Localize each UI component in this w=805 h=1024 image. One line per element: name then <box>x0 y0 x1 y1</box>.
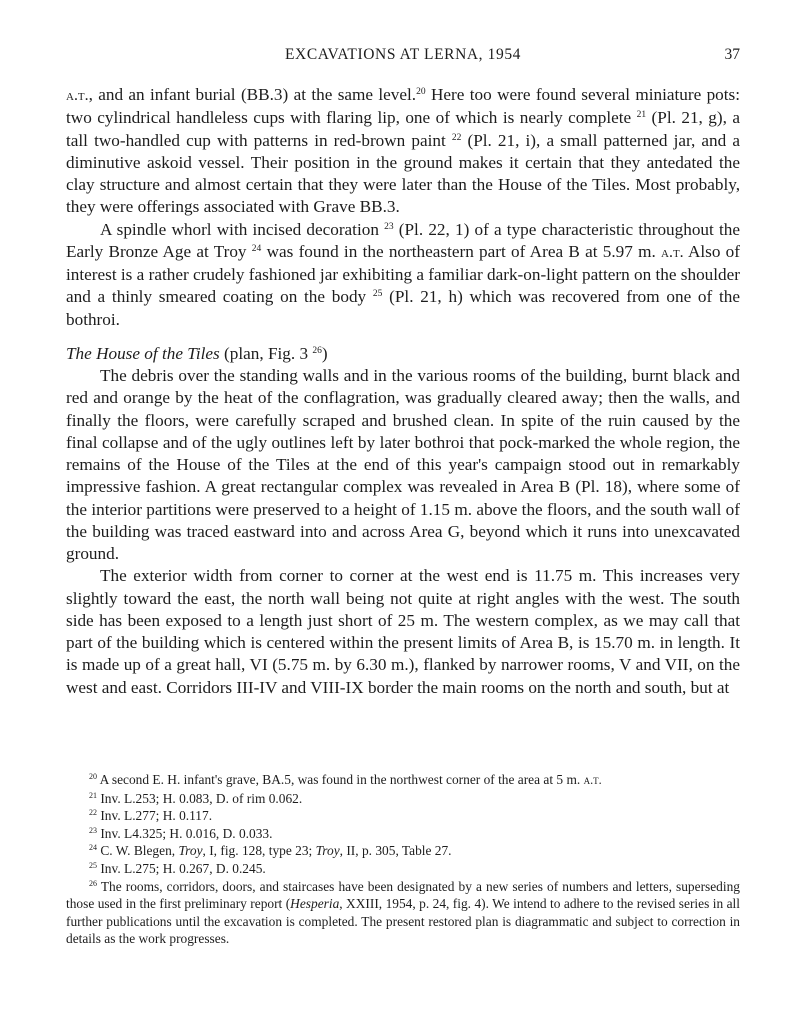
text-run: (Pl. 21, i), a small patterned jar, and a diminutive askoid vessel. Their position in the ground makes it certain that they antedated the clay structure and almost certain that they were later than the House of the Tiles. Most probably, they were offerings associated with Grave BB.3. <box>66 130 740 217</box>
section-heading <box>66 343 740 365</box>
paragraph-4: The exterior width from corner to corner at the west end is 11.75 m. This increases very slightly toward the east, the north wall being not quite at right angles with the west. The south side has been exposed to a length just short of 25 m. The western complex, as we may call that part of the building which is centered within the present limits of Area B, is 15.70 m. in length. It is made up of a great hall, VI (5.75 m. by 6.30 m.), flanked by narrower rooms, V and VII, on the west and east. Corridors III-IV and VIII-IX border the main rooms on the north and south, but at <box>66 566 740 697</box>
abbr-at: a.t. <box>66 87 89 104</box>
footnote-text: The rooms, corridors, doors, and staircases have been designated by a new series of numbers and letters, superseding those used in the first preliminary report ( <box>66 878 740 912</box>
text-run: , and an infant burial (BB.3) at the same level. <box>88 85 417 104</box>
footnote-text: Inv. L.253; H. 0.083, D. of rim 0.062. <box>97 790 303 806</box>
footnotes <box>66 771 740 948</box>
text-run: Here too were found several miniature pots: two cylindrical handleless cups with flaring lip, one of which is nearly complete <box>66 85 740 128</box>
footnote-number: 23 <box>89 825 97 835</box>
text-run: was found in the northeastern part of Area B at 5.97 m. <box>261 241 662 261</box>
footnote-20 <box>66 771 740 790</box>
footnote-ref-23[interactable]: 23 <box>384 221 394 232</box>
text-run: ) <box>321 343 328 363</box>
footnote-number: 24 <box>89 843 97 853</box>
footnote-ref-25[interactable]: 25 <box>372 289 383 300</box>
footnote-ref-24[interactable]: 24 <box>251 243 262 254</box>
footnote-text: Inv. L.277; H. 0.117. <box>97 808 213 824</box>
footnote-text: C. W. Blegen, <box>97 843 179 859</box>
footnote-number: 25 <box>89 860 97 870</box>
footnote-26 <box>66 878 740 948</box>
footnote-22 <box>66 807 740 825</box>
text-run: (plan, Fig. 3 <box>219 343 313 363</box>
footnote-text: , XXIII, 1954, p. 24, fig. 4). We intend to adhere to the revised series in all further publications until the excavation is completed. The present restored plan is diagrammatic and subject to correction in details as the work progresses. <box>66 896 740 947</box>
footnote-23 <box>66 825 740 843</box>
footnote-number: 20 <box>89 771 97 781</box>
page-number: 37 <box>724 46 740 63</box>
footnote-text: Inv. L4.325; H. 0.016, D. 0.033. <box>97 825 273 841</box>
citation-title: Hesperia <box>290 896 340 912</box>
paragraph-2 <box>66 219 740 331</box>
citation-title: Troy <box>178 843 203 859</box>
footnote-ref-21[interactable]: 21 <box>636 110 647 121</box>
text-run: Also of interest is a rather crudely fashioned jar exhibiting a familiar dark-on-light pattern on the shoulder and a thinly smeared coating on the body <box>66 241 741 307</box>
abbr-at: a.t. <box>661 243 684 261</box>
paragraph-3: The debris over the standing walls and in the various rooms of the building, burnt black and red and orange by the heat of the conflagration, was gradually cleared away; then the walls, and finally the floors, were carefully scraped and brushed clean. In spite of the ruin caused by the final collapse and of the ugly outlines left by later bothroi that pock-marked the whole region, the remains of the House of the Tiles at the end of this year's campaign stood out in remarkably impressive fashion. A great rectangular complex was revealed in Area B (Pl. 18), where some of the interior partitions were preserved to a height of 1.15 m. above the floors, and the south wall of the building was traced eastward into and across Area G, beyond which it runs into unexcavated ground. <box>66 366 740 563</box>
section-title: The House of the Tiles <box>66 343 220 363</box>
footnote-text: , II, p. 305, Table 27. <box>339 843 452 859</box>
abbr-at: a.t. <box>583 773 602 787</box>
footnote-text: A second E. H. infant's grave, BA.5, was found in the northwest corner of the area at 5 m. <box>97 772 584 787</box>
paragraph-1 <box>66 84 740 219</box>
footnote-number: 21 <box>89 790 97 800</box>
text-run: (Pl. 22, 1) of a type characteristic throughout the Early Bronze Age at Troy <box>66 219 740 261</box>
body-text <box>66 84 740 699</box>
footnote-number: 26 <box>89 878 97 888</box>
running-title: EXCAVATIONS AT LERNA, 1954 <box>284 46 522 63</box>
footnote-text: , I, fig. 128, type 23; <box>202 843 316 859</box>
footnote-number: 22 <box>89 808 97 817</box>
footnote-ref-26[interactable]: 26 <box>312 345 322 356</box>
text-run: (Pl. 21, h) which was recovered from one of the bothroi. <box>66 287 740 329</box>
text-run: A spindle whorl with incised decoration <box>100 219 385 239</box>
footnote-24 <box>66 842 740 860</box>
citation-title: Troy <box>315 843 340 859</box>
text-run: (Pl. 21, g), a tall two-handled cup with patterns in red-brown paint <box>66 108 740 150</box>
footnote-21 <box>66 790 740 808</box>
footnote-25 <box>66 860 740 878</box>
footnote-text: Inv. L.275; H. 0.267, D. 0.245. <box>97 860 266 876</box>
footnote-ref-22[interactable]: 22 <box>451 132 462 143</box>
footnote-ref-20[interactable]: 20 <box>416 86 426 97</box>
running-head <box>66 46 740 68</box>
